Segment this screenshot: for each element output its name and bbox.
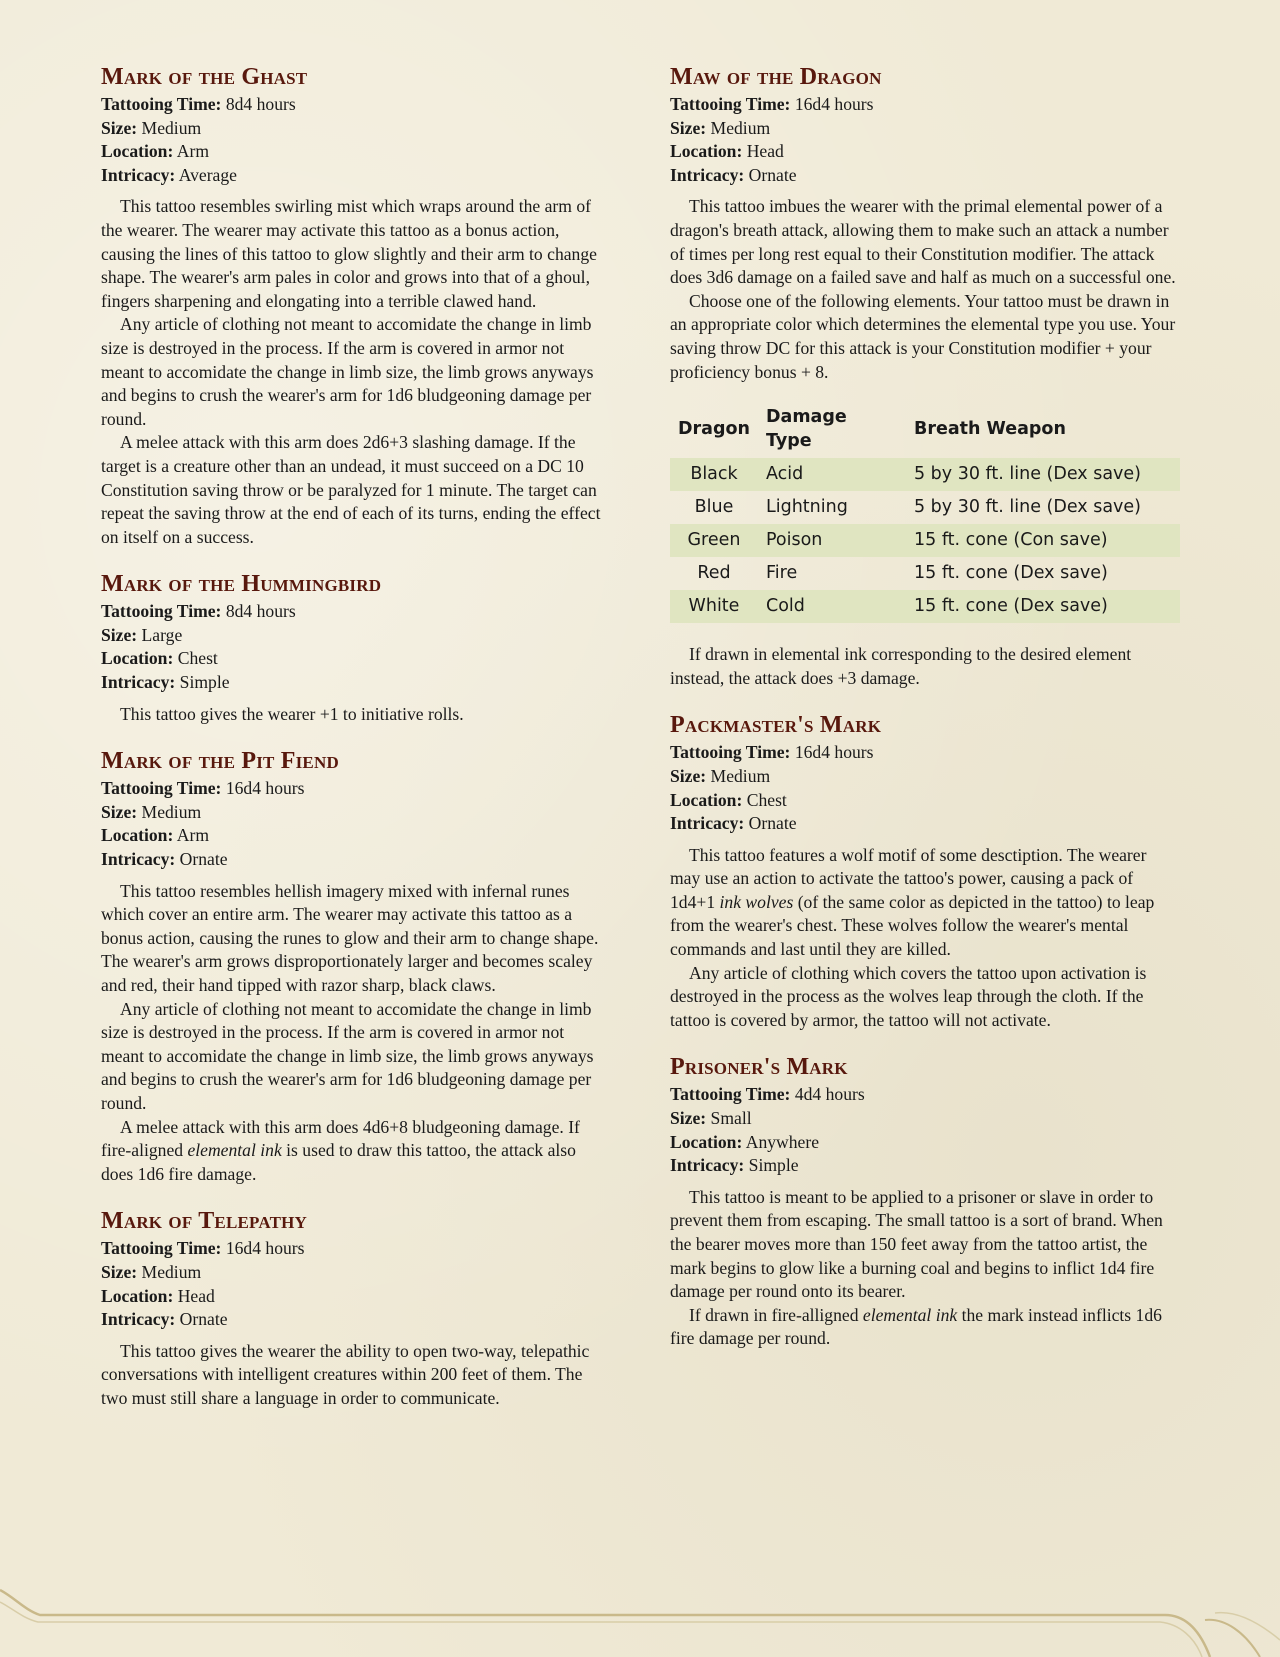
paragraph: This tattoo is meant to be applied to a prisoner or slave in order to prevent them from escaping. The small tattoo is a sort of brand. When the bearer moves more than 150 feet away from the tattoo artist, the mark begins to glow like a burning coal and begins to inflict 1d4 fire damage per round onto its bearer. <box>670 1186 1163 1302</box>
stat-intricacy: Intricacy: Ornate <box>101 849 228 870</box>
paragraph: This tattoo gives the wearer the ability to open two-way, telepathic conversations with intelligent creatures within 200 feet of them. The two must still share a language in order to communicate. <box>101 1340 590 1408</box>
table-header-row <box>670 402 1180 458</box>
stat-size: Size: Small <box>670 1108 752 1129</box>
entry-title: Packmaster's Mark <box>670 712 882 739</box>
stat-tattooing-time: Tattooing Time: 8d4 hours <box>101 601 296 622</box>
entry-maw-of-the-dragon <box>670 62 1178 690</box>
paragraph: A melee attack with this arm does 4d6+8 bludgeoning damage. If fire-aligned elemental ink is used to draw this tattoo, the attack also does 1d6 fire damage. <box>101 1116 580 1184</box>
entry-mark-of-telepathy <box>101 1206 609 1410</box>
table-cell: Red <box>697 563 731 584</box>
stat-size: Size: Medium <box>101 801 202 822</box>
table-cell: Lightning <box>765 497 848 518</box>
table-row <box>670 557 1180 590</box>
stat-intricacy: Intricacy: Ornate <box>101 1309 228 1330</box>
stat-intricacy: Intricacy: Simple <box>101 672 230 693</box>
stat-location: Location: Head <box>670 141 784 162</box>
stat-size: Size: Medium <box>670 765 771 786</box>
column-header: Dragon <box>678 419 750 440</box>
table-row <box>670 524 1180 557</box>
table-cell: Fire <box>765 563 798 584</box>
stat-location: Location: Head <box>101 1285 215 1306</box>
paragraph: If drawn in elemental ink corresponding to the desired element instead, the attack does +3 damage. <box>670 644 1132 688</box>
paragraph: This tattoo imbues the wearer with the primal elemental power of a dragon's breath attack, allowing them to make such an attack a number of times per long rest equal to their Constitution modifier. The attack does 3d6 damage on a failed save and half as much on a successful one. <box>670 196 1176 288</box>
table-cell: Poison <box>758 524 906 557</box>
stat-location: Location: Arm <box>101 825 210 846</box>
right-column <box>670 62 1178 1371</box>
entry-title: Mark of the Ghast <box>101 64 308 90</box>
table-row <box>670 458 1180 491</box>
paragraph: Any article of clothing which covers the tattoo upon activation is destroyed in the process as the wolves leap through the cloth. If the tattoo is covered by armor, the tattoo will not activate. <box>670 962 1147 1030</box>
stat-size: Size: Medium <box>101 117 202 138</box>
table-cell: 5 by 30 ft. line (Dex save) <box>913 497 1141 518</box>
stat-intricacy: Intricacy: Ornate <box>670 813 797 834</box>
entry-mark-of-the-ghast <box>101 62 609 549</box>
stat-size: Size: Large <box>101 624 183 645</box>
entry-title: Mark of Telepathy <box>101 1208 308 1235</box>
stat-tattooing-time: Tattooing Time: 8d4 hours <box>101 94 296 114</box>
entry-title: Maw of the Dragon <box>670 64 882 90</box>
table-row <box>670 590 1180 623</box>
footer-flourish-ornament <box>0 1580 1280 1657</box>
paragraph: A melee attack with this arm does 2d6+3 slashing damage. If the target is a creature other than an undead, it must succeed on a DC 10 Constitution saving throw or be paralyzed for 1 minute. The target can repeat the saving throw at the end of each of its turns, ending the effect on itself on a success. <box>101 432 601 547</box>
paragraph: This tattoo features a wolf motif of some desctiption. The wearer may use an action to activate the tattoo's power, causing a pack of 1d4+1 ink wolves (of the same color as depicted in the tattoo) to leap from the wearer's chest. These wolves follow the wearer's mental commands and last until they are killed. <box>670 844 1155 960</box>
dragon-breath-table <box>670 402 1180 623</box>
table-row <box>670 491 1180 524</box>
entry-title: Mark of the Pit Fiend <box>101 748 339 775</box>
stat-location: Location: Anywhere <box>670 1131 820 1152</box>
paragraph: Choose one of the following elements. Your tattoo must be drawn in an appropriate color which determines the elemental type you use. Your saving throw DC for this attack is your Constitution modifier + your proficiency bonus + 8. <box>670 290 1176 382</box>
entry-mark-of-the-hummingbird <box>101 569 609 726</box>
stat-intricacy: Intricacy: Average <box>101 164 237 185</box>
table-cell: 15 ft. cone (Con save) <box>906 524 1180 557</box>
stat-tattooing-time: Tattooing Time: 16d4 hours <box>670 94 874 114</box>
table-cell: Blue <box>694 497 734 518</box>
stat-intricacy: Intricacy: Simple <box>670 1155 799 1176</box>
table-cell: 5 by 30 ft. line (Dex save) <box>906 458 1180 491</box>
stat-location: Location: Chest <box>670 789 787 810</box>
paragraph: This tattoo resembles hellish imagery mixed with infernal runes which cover an entire arm. The wearer may activate this tattoo as a bonus action, causing the runes to glow and their arm to change shape. The wearer's arm grows disproportionately larger and becomes scaley and red, their hand tipped with razor sharp, black claws. <box>101 880 599 995</box>
paragraph: If drawn in fire-alligned elemental ink the mark instead inflicts 1d6 fire damage per round. <box>670 1304 1162 1349</box>
column-header: Breath Weapon <box>913 419 1066 440</box>
entry-prisoners-mark <box>670 1052 1178 1351</box>
stat-intricacy: Intricacy: Ornate <box>670 164 797 185</box>
table-cell: Acid <box>758 458 906 491</box>
entry-title: Mark of the Hummingbird <box>101 571 382 598</box>
entry-mark-of-the-pit-fiend <box>101 746 609 1186</box>
stat-tattooing-time: Tattooing Time: 4d4 hours <box>670 1084 865 1105</box>
stat-location: Location: Arm <box>101 141 210 162</box>
column-header: Damage Type <box>765 407 847 452</box>
table-cell: Green <box>670 524 758 557</box>
left-column <box>101 62 609 1431</box>
stat-tattooing-time: Tattooing Time: 16d4 hours <box>101 778 305 799</box>
paragraph: This tattoo resembles swirling mist which wraps around the arm of the wearer. The wearer may activate this tattoo as a bonus action, causing the lines of this tattoo to glow slightly and their arm to change shape. The wearer's arm pales in color and grows into that of a ghoul, fingers sharpening and elongating into a terrible clawed hand. <box>101 196 597 311</box>
stat-size: Size: Medium <box>101 1261 202 1282</box>
table-cell: Cold <box>758 590 906 623</box>
stat-tattooing-time: Tattooing Time: 16d4 hours <box>670 742 874 763</box>
table-cell: White <box>670 590 758 623</box>
stat-tattooing-time: Tattooing Time: 16d4 hours <box>101 1238 305 1259</box>
stat-size: Size: Medium <box>670 117 771 138</box>
entry-packmasters-mark <box>670 710 1178 1032</box>
entry-title: Prisoner's Mark <box>670 1054 848 1081</box>
table-cell: 15 ft. cone (Dex save) <box>913 563 1108 584</box>
table-cell: 15 ft. cone (Dex save) <box>906 590 1180 623</box>
stat-location: Location: Chest <box>101 648 218 669</box>
paragraph: This tattoo gives the wearer +1 to initiative rolls. <box>120 703 464 724</box>
table-cell: Black <box>670 458 758 491</box>
paragraph: Any article of clothing not meant to accomidate the change in limb size is destroyed in the process. If the arm is covered in armor not meant to accomidate the change in limb size, the limb grows anyways and begins to crush the wearer's arm for 1d6 bludgeoning damage per round. <box>101 998 594 1113</box>
paragraph: Any article of clothing not meant to accomidate the change in limb size is destroyed in the process. If the arm is covered in armor not meant to accomidate the change in limb size, the limb grows anyways and begins to crush the wearer's arm for 1d6 bludgeoning damage per round. <box>101 314 594 429</box>
